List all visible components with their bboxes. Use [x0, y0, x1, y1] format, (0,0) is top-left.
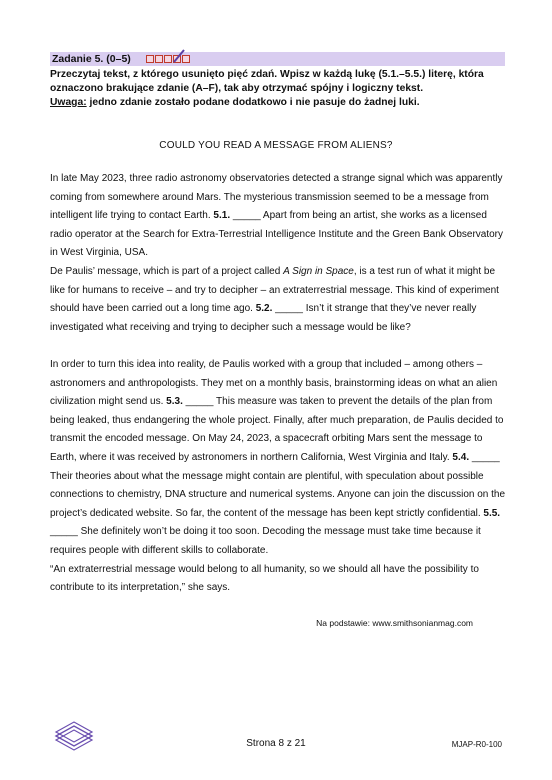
task-title: Zadanie 5. (0–5) [52, 53, 131, 65]
page-number: Strona 8 z 21 [246, 738, 306, 749]
source-note: Na podstawie: www.smithsonianmag.com [316, 618, 473, 628]
article-heading: COULD YOU READ A MESSAGE FROM ALIENS? [159, 140, 393, 151]
text: In late May 2023, three radio astronomy observatories detected a strange signal which was apparently coming from somewhere around Mars. The mysterious transmission seemed to be a message from intelligent life trying to contact Earth. [50, 173, 503, 222]
warning-label: Uwaga: [50, 96, 87, 108]
gap-label: 5.3. [166, 396, 183, 408]
quote: “An extraterrestrial message would belong to all humanity, so we should all have the possibility to contribute to its interpretation,” she says. [50, 563, 479, 594]
project-title: A Sign in Space [283, 266, 354, 277]
score-box [146, 55, 154, 63]
warning-text: jedno zdanie zostało podane dodatkowo i nie pasuje do żadnej luki. [89, 96, 420, 108]
text: _____ Isn’t it strange that they’ve never really investigated what receiving and trying to decipher such a message would be like? [50, 303, 477, 333]
paragraph-3 [50, 356, 510, 598]
text: , is a test run of what it might be like for humans to receive – and try to decipher – an extraterrestrial message. This kind of experiment should have been carried out a long time ago. [50, 266, 499, 315]
gap-label: 5.5. [483, 507, 501, 519]
score-box [164, 55, 172, 63]
text: De Paulis’ message, which is part of a project called [50, 266, 281, 277]
text: _____ She definitely won’t be doing it too soon. Decoding the message must take time because it requires people with different skills to collaborate. [50, 526, 481, 556]
text: In order to turn this idea into reality, de Paulis worked with a group that included – among others – astronomers and anthropologists. They met on a monthly basis, brainstorming ideas on what an alien civilization might send us. [50, 359, 498, 408]
paragraph-1 [50, 170, 510, 263]
text: _____ This measure was taken to prevent the details of the plan from being leaked, thus endangering the whole project. Finally, after much preparation, de Paulis decided to transmit the encoded message. On May 24, 2023, a spacecraft orbiting Mars sent the message to Earth, where it was received by astronomers in northern California, West Virginia and Italy. [50, 396, 504, 463]
gap-label: 5.2. [255, 303, 273, 315]
gap-label: 5.4. [452, 451, 470, 463]
instruction-text: Przeczytaj tekst, z którego usunięto pięć zdań. Wpisz w każdą lukę (5.1.–5.5.) literę, która oznaczono brakujące zdanie (A–F), tak aby otrzymać spójny i logiczny tekst. [50, 69, 484, 94]
document-code: MJAP-R0-100 [451, 740, 502, 749]
gap-label: 5.1. [213, 210, 231, 222]
paragraph-2 [50, 263, 510, 337]
text: _____ Their theories about what the message might contain are plentiful, with speculation about possible connections to chemistry, DNA structure and numerical systems. Anyone can join the discussion on the project’s dedicated website. So far, the content of the message has been kept strictly confidential. [50, 451, 506, 519]
score-box [155, 55, 163, 63]
task-instructions [50, 68, 510, 109]
text: _____ Apart from being an artist, she works as a licensed radio operator at the Search for Extra-Terrestrial Intelligence Institute and the Green Bank Observatory in West Virginia, USA. [50, 210, 504, 259]
pencil-icon [172, 48, 186, 64]
